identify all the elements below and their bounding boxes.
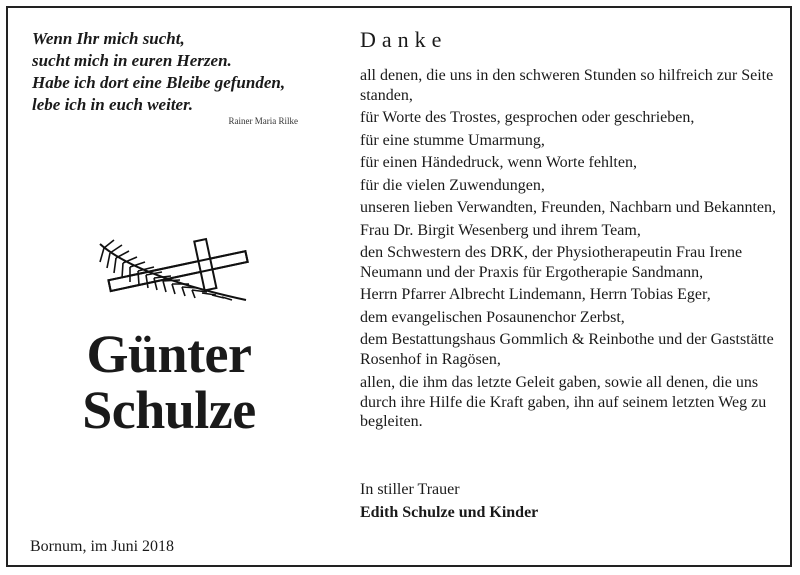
thanks-entry: all denen, die uns in den schweren Stunden so hilfreich zur Seite standen, <box>360 67 774 104</box>
poem-line: sucht mich in euren Herzen. <box>32 51 232 70</box>
thanks-entry: für die vielen Zuwendungen, <box>360 176 545 194</box>
thanks-entry: Frau Dr. Birgit Wesenberg und ihrem Team, <box>360 221 641 239</box>
thanks-entry: dem evangelischen Posaunenchor Zerbst, <box>360 308 625 326</box>
thanks-list <box>360 66 790 432</box>
thanks-entry: Herrn Pfarrer Albrecht Lindemann, Herrn Tobias Eger, <box>360 286 711 304</box>
cross-with-palm-frond-icon <box>96 236 258 306</box>
thanks-entry: allen, die ihm das letzte Geleit gaben, sowie all denen, die uns durch ihre Hilfe die Kraft gaben, ihn auf seinem letzten Weg zu begleiten. <box>360 373 767 431</box>
mourning-text: In stiller Trauer <box>360 481 460 498</box>
poem-line: Wenn Ihr mich sucht, <box>32 29 185 48</box>
thanks-entry: dem Bestattungshaus Gommlich & Reinbothe und der Gaststätte Rosenhof in Ragösen, <box>360 331 774 369</box>
thanks-title: Danke <box>360 27 448 52</box>
deceased-name <box>28 326 310 438</box>
thanks-entry: für eine stumme Umarmung, <box>360 131 545 149</box>
poem <box>32 28 312 116</box>
place-date: Bornum, im Juni 2018 <box>30 538 175 555</box>
thanks-entry: den Schwestern des DRK, der Physiotherapeutin Frau Irene Neumann und der Praxis für Ergotherapie Sandmann, <box>360 244 743 281</box>
poem-line: lebe ich in euch weiter. <box>32 95 194 114</box>
obituary-frame <box>6 6 792 567</box>
closing <box>360 478 538 524</box>
poem-line: Habe ich dort eine Bleibe gefunden, <box>32 73 286 92</box>
thanks-entry: für Worte des Trostes, gesprochen oder geschrieben, <box>360 109 695 127</box>
signers: Edith Schulze und Kinder <box>360 504 539 521</box>
thanks-entry: für einen Händedruck, wenn Worte fehlten, <box>360 154 637 172</box>
thanks-entry: unseren lieben Verwandten, Freunden, Nachbarn und Bekannten, <box>360 199 777 217</box>
poem-author: Rainer Maria Rilke <box>228 116 298 126</box>
deceased-first-name: Günter <box>86 324 252 384</box>
deceased-last-name: Schulze <box>82 380 256 440</box>
